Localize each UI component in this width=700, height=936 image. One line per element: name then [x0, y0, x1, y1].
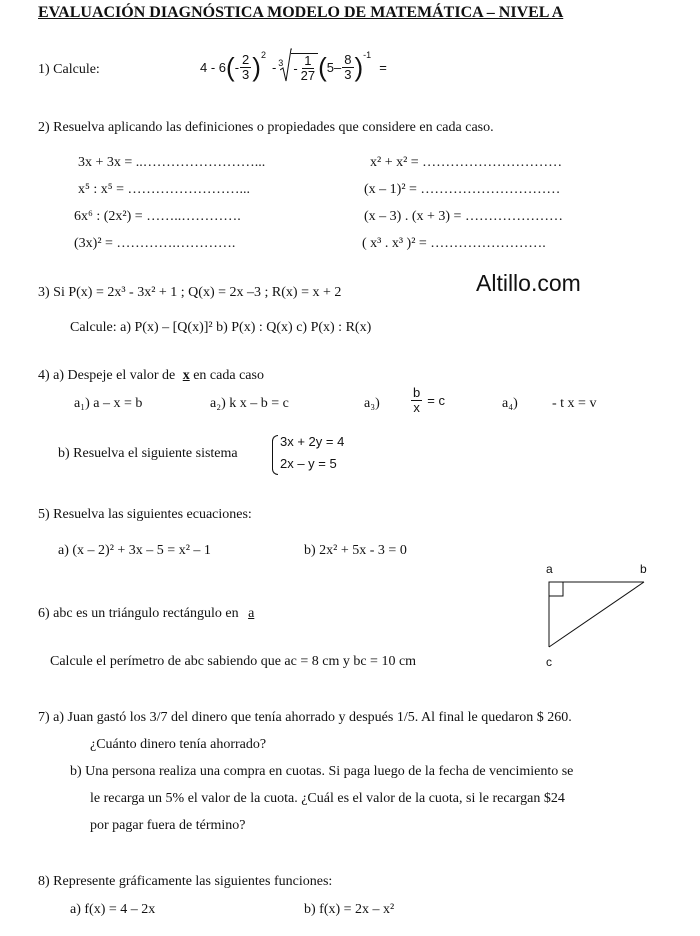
triangle-label-c: c: [546, 655, 552, 669]
q4-label: 4) a) Despeje el valor de x en cada caso: [38, 368, 264, 383]
q6-vertex: a: [248, 606, 255, 621]
q3-definition: 3) Si P(x) = 2x³ - 3x² + 1 ; Q(x) = 2x –3 ; R(x) = x + 2: [38, 285, 342, 300]
q4-system-eq1: 3x + 2y = 4: [280, 434, 345, 449]
q1-fraction-3: $\frac{8}{3}$: [344, 52, 352, 82]
q1-radicand: - $\frac{1}{27}$: [291, 53, 318, 82]
q4-a3-label: a₃): [364, 396, 380, 411]
watermark-logo: Altillo.com: [476, 270, 581, 296]
q7-b-line3: por pagar fuera de término?: [90, 818, 246, 833]
page-title: EVALUACIÓN DIAGNÓSTICA MODELO DE MATEMÁTICA – NIVEL A: [38, 4, 564, 21]
triangle-label-b: b: [640, 562, 647, 576]
q7-b-line2: le recarga un 5% el valor de la cuota. ¿Cuál es el valor de la cuota, si le recargan $24: [90, 791, 565, 806]
q6-label: 6) abc es un triángulo rectángulo en a: [38, 606, 255, 621]
q1-fraction-2: $\frac{1}{27}$: [300, 52, 316, 83]
q5-eq-b: b) 2x² + 5x - 3 = 0: [304, 543, 407, 558]
q4-variable: x: [182, 368, 190, 383]
q1-fraction-1: $\frac{2}{3}$: [242, 52, 250, 82]
q4-b-label: b) Resuelva el siguiente sistema: [58, 446, 238, 461]
q1-sign1: -: [234, 60, 240, 75]
q2-item-r4: ( x³ . x³ )² = …………………….: [362, 236, 546, 251]
q1-term-a: 4 - 6: [200, 60, 227, 75]
q1-exponent-neg1: -1: [363, 50, 372, 60]
q2-item-l1: 3x + 3x = ..……………………...: [78, 155, 266, 170]
q4-system-eq2: 2x – y = 5: [280, 456, 337, 471]
q1-minus: -: [271, 60, 277, 75]
q4-a4-equation: - t x = v: [552, 396, 597, 411]
q4-a4-label: a₄): [502, 396, 518, 411]
q2-item-l2: x⁵ : x⁵ = ……………………...: [78, 182, 251, 197]
q1-exponent-2: 2: [260, 50, 266, 60]
q1-label: 1) Calcule:: [38, 62, 100, 77]
q7-a-line2: ¿Cuánto dinero tenía ahorrado?: [90, 737, 267, 752]
q4-a2: a₂) k x – b = c: [210, 396, 289, 411]
system-brace-icon: [272, 435, 278, 475]
triangle-label-a: a: [546, 562, 553, 576]
q2-label: 2) Resuelva aplicando las definiciones o propiedades que considere en cada caso.: [38, 120, 494, 135]
right-triangle-figure: [540, 575, 652, 655]
q1-root-index: 3: [278, 58, 284, 68]
q1-expression: 4 - 6 ( - $\frac{2}{3}$ ) $^2$ - $^3$ - $\frac{1}{27}$ ( 5 – $\frac{8}{3}$ ) $^{-1}$ =: [200, 48, 387, 87]
q5-label: 5) Resuelva las siguientes ecuaciones:: [38, 507, 252, 522]
q7-b-line1: b) Una persona realiza una compra en cuotas. Si paga luego de la fecha de vencimiento se: [70, 764, 574, 779]
q2-item-r2: (x – 1)² = …………………………: [364, 182, 561, 197]
q2-item-l4: (3x)² = ………….………….: [74, 236, 236, 251]
q8-label: 8) Represente gráficamente las siguientes funciones:: [38, 874, 333, 889]
q6-calculate: Calcule el perímetro de abc sabiendo que ac = 8 cm y bc = 10 cm: [50, 654, 417, 669]
q7-a-line1: 7) a) Juan gastó los 3/7 del dinero que tenía ahorrado y después 1/5. Al final le quedaron $ 260.: [38, 710, 572, 725]
q4-a3-equation: $\frac{b}{x}$ = c: [413, 385, 445, 415]
q4-a1: a₁) a – x = b: [74, 396, 143, 411]
q2-item-r1: x² + x² = …………………………: [370, 155, 563, 170]
q8-function-a: a) f(x) = 4 – 2x: [70, 902, 156, 917]
q2-item-l3: 6x⁶ : (2x²) = ……..………….: [74, 209, 241, 224]
q3-calculate: Calcule: a) P(x) – [Q(x)]² b) P(x) : Q(x) c) P(x) : R(x): [70, 320, 372, 335]
q5-eq-a: a) (x – 2)² + 3x – 5 = x² – 1: [58, 543, 211, 558]
q2-item-r3: (x – 3) . (x + 3) = …………………: [364, 209, 563, 224]
q8-function-b: b) f(x) = 2x – x²: [304, 902, 395, 917]
